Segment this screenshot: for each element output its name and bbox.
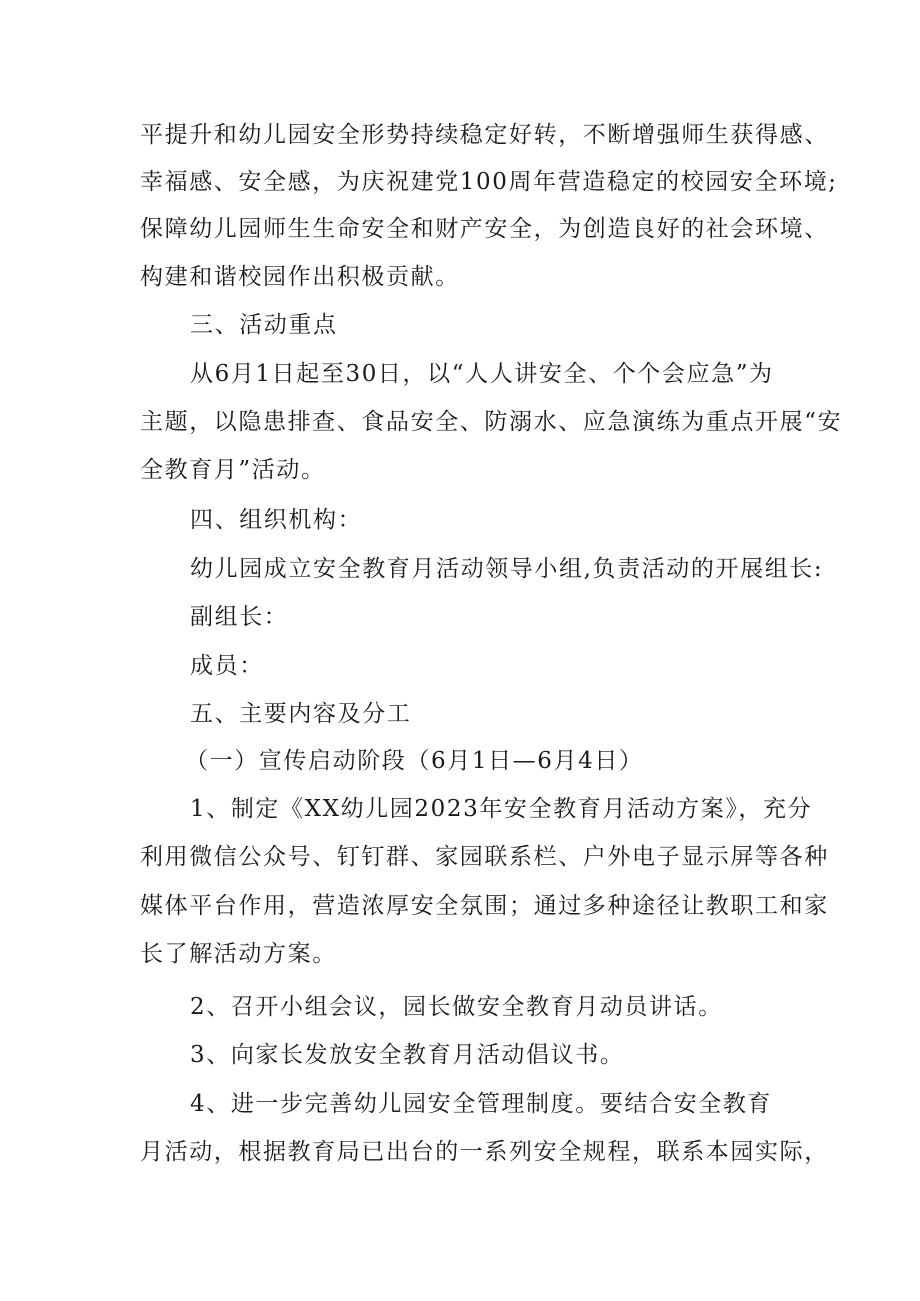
paragraph-line: 幼儿园成立安全教育月活动领导小组,负责活动的开展组长: <box>190 556 824 582</box>
paragraph-line: 从6月1日起至30日，以“人人讲安全、个个会应急”为 <box>190 361 774 387</box>
paragraph-line: 月活动，根据教育局已出台的一系列安全规程，联系本园实际， <box>140 1139 829 1165</box>
paragraph-line: 媒体平台作用，营造浓厚安全氛围；通过多种途径让教职工和家 <box>140 893 829 919</box>
paragraph-line: 成员： <box>190 653 264 679</box>
paragraph-line: 副组长： <box>190 604 289 630</box>
paragraph-line: 4、进一步完善幼儿园安全管理制度。要结合安全教育 <box>190 1091 773 1117</box>
paragraph-line: 1、制定《XX幼儿园2023年安全教育月活动方案》，充分 <box>190 796 813 822</box>
paragraph-line: 3、向家长发放安全教育月活动倡议书。 <box>190 1042 625 1068</box>
paragraph-line: 长了解活动方案。 <box>140 941 337 967</box>
subsection-heading: （一）宣传启动阶段（6月1日—6月4日） <box>185 748 644 774</box>
paragraph-line: 平提升和幼儿园安全形势持续稳定好转，不断增强师生获得感、 <box>140 122 829 148</box>
paragraph-line: 保障幼儿园师生生命安全和财产安全，为创造良好的社会环境、 <box>140 216 829 242</box>
paragraph-line: 2、召开小组会议，园长做安全教育月动员讲话。 <box>190 994 723 1020</box>
paragraph-line: 幸福感、安全感，为庆祝建党100周年营造稳定的校园安全环境; <box>140 169 838 195</box>
paragraph-line: 利用微信公众号、钉钉群、家园联系栏、户外电子显示屏等各种 <box>140 844 829 870</box>
paragraph-line: 构建和谐校园作出积极贡献。 <box>140 264 460 290</box>
paragraph-line: 主题，以隐患排查、食品安全、防溺水、应急演练为重点开展“安 <box>140 409 843 435</box>
section-heading: 五、主要内容及分工 <box>190 701 412 727</box>
section-heading: 三、活动重点 <box>190 312 338 338</box>
paragraph-line: 全教育月”活动。 <box>140 457 326 483</box>
section-heading: 四、组织机构： <box>190 507 363 533</box>
